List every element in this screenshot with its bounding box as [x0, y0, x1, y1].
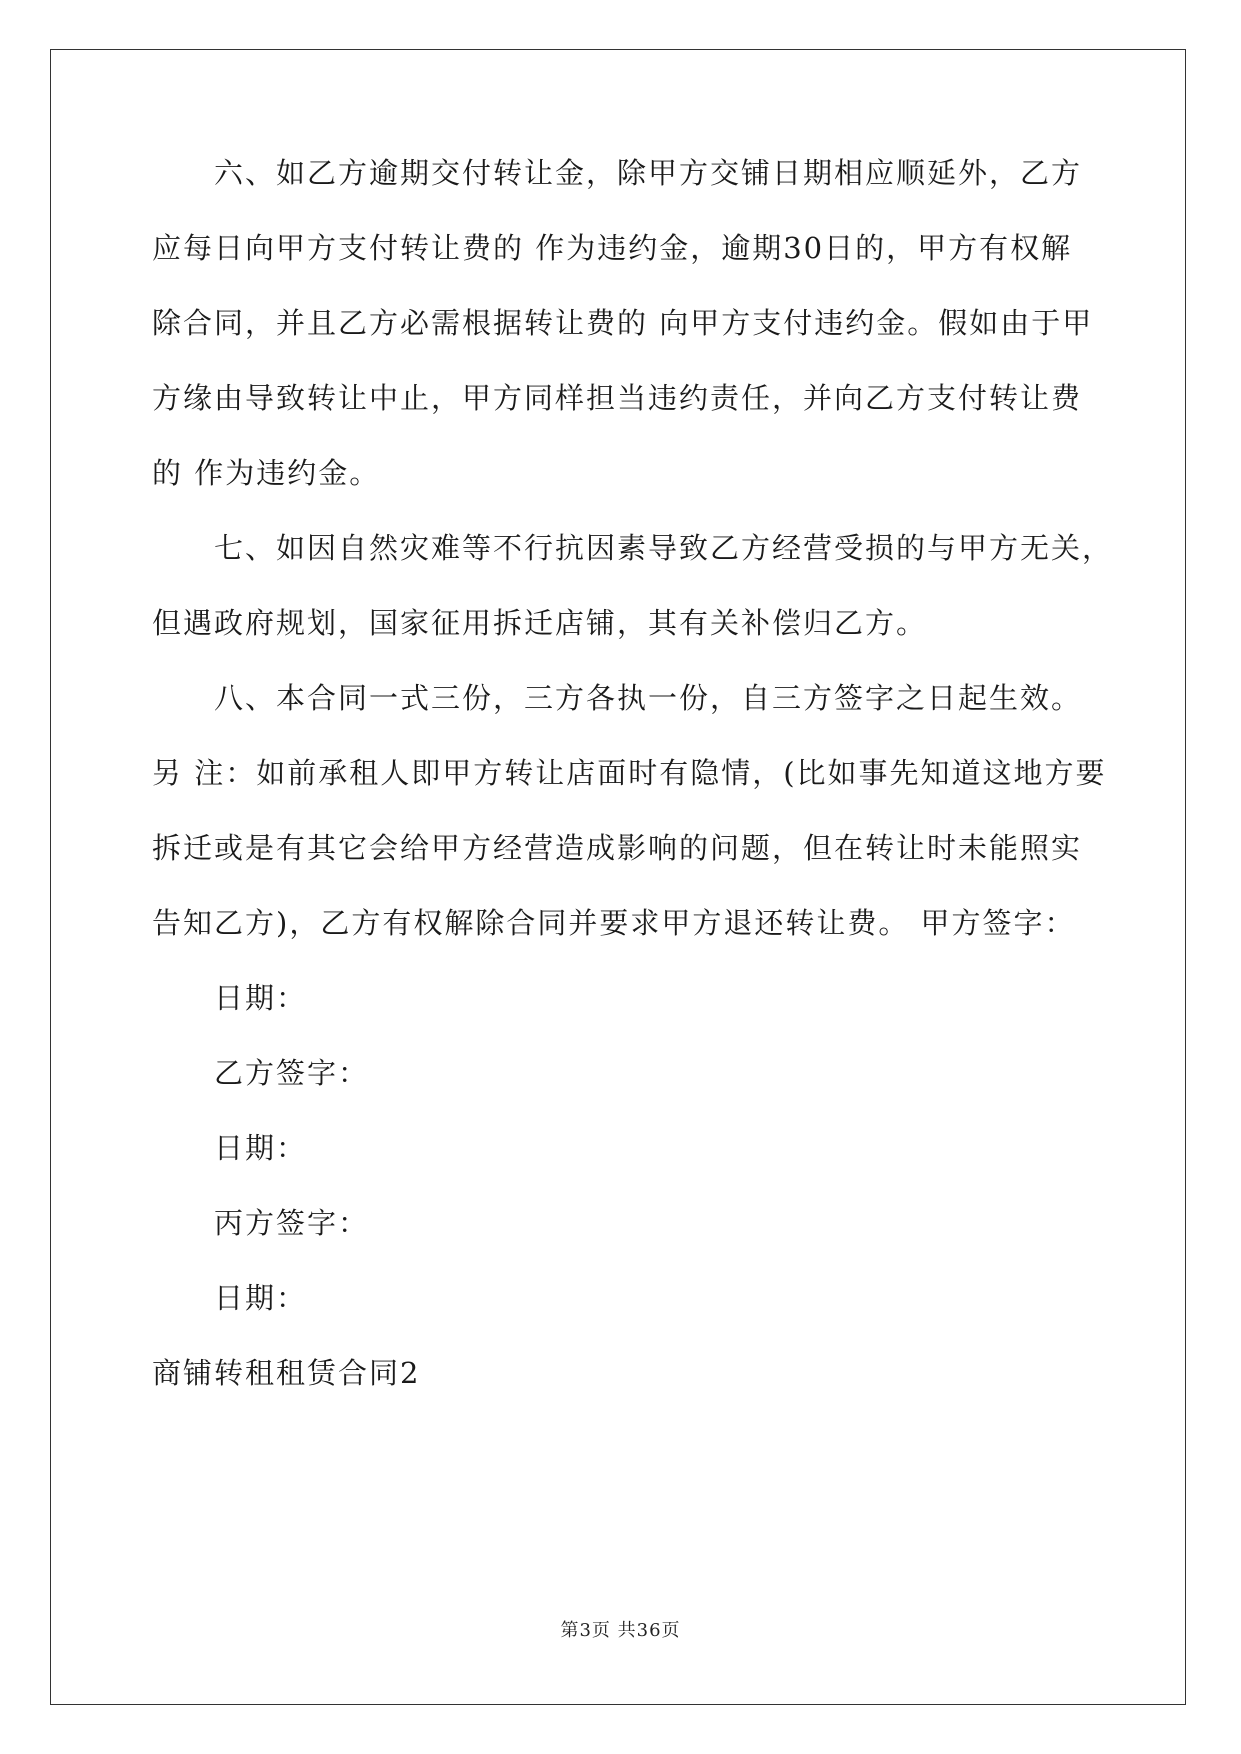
party-a-date: 日期： [214, 981, 308, 1015]
party-c-date: 日期： [214, 1281, 308, 1315]
clause-7-line-1: 七、如因自然灾难等不行抗因素导致乙方经营受损的与甲方无关， [214, 531, 1114, 565]
next-contract-title: 商铺转租租赁合同2 [152, 1356, 421, 1390]
clause-7-line-2: 但遇政府规划，国家征用拆迁店铺，其有关补偿归乙方。 [152, 606, 928, 640]
party-b-signature: 乙方签字： [214, 1056, 370, 1090]
party-b-date: 日期： [214, 1131, 308, 1165]
clause-6-line-5: 的 作为违约金。 [152, 456, 381, 490]
note-line-1: 另 注：如前承租人即甲方转让店面时有隐情，(比如事先知道这地方要 [152, 756, 1107, 790]
note-line-2: 拆迁或是有其它会给甲方经营造成影响的问题，但在转让时未能照实 [152, 831, 1083, 865]
clause-6-line-1: 六、如乙方逾期交付转让金，除甲方交铺日期相应顺延外，乙方 [214, 156, 1083, 190]
clause-6-line-4: 方缘由导致转让中止，甲方同样担当违约责任，并向乙方支付转让费 [152, 381, 1083, 415]
clause-6-line-3: 除合同，并且乙方必需根据转让费的 向甲方支付违约金。假如由于甲 [152, 306, 1094, 340]
page-number: 第3页 共36页 [560, 1620, 681, 1641]
clause-8-line-1: 八、本合同一式三份，三方各执一份，自三方签字之日起生效。 [214, 681, 1083, 715]
clause-6-line-2: 应每日向甲方支付转让费的 作为违约金，逾期30日的，甲方有权解 [152, 231, 1073, 265]
party-c-signature: 丙方签字： [214, 1206, 370, 1240]
page-border [50, 49, 1186, 1705]
note-line-3: 告知乙方)，乙方有权解除合同并要求甲方退还转让费。 甲方签字： [152, 906, 1076, 940]
